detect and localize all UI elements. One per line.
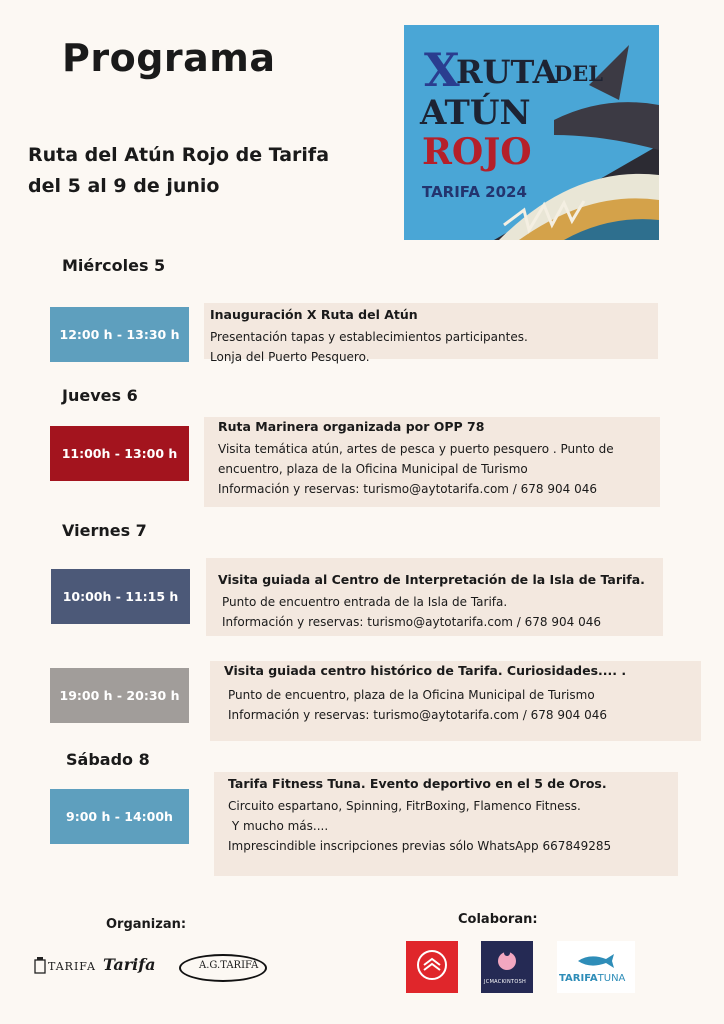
event-line: Punto de encuentro, plaza de la Oficina Municipal de Turismo: [228, 688, 595, 702]
day-heading-friday: Viernes 7: [62, 521, 147, 540]
page-subtitle: [28, 140, 329, 202]
time-badge: 10:00h - 11:15 h: [51, 569, 190, 624]
poster-del: DEL: [554, 61, 603, 86]
ayuntamiento-tarifa-logo: [34, 955, 96, 979]
event-card: [214, 772, 678, 876]
coat-of-arms-icon: [34, 957, 46, 975]
time-badge: 9:00 h - 14:00h: [50, 789, 189, 844]
event-line: Información y reservas: turismo@aytotarifa.com / 678 904 046: [222, 615, 601, 629]
event-line: Información y reservas: turismo@aytotarifa.com / 678 904 046: [218, 482, 597, 496]
poster-tarifa-2024: TARIFA 2024: [422, 183, 527, 201]
colaboran-label: Colaboran:: [458, 912, 538, 927]
logo-text: JCMACKINTOSH: [484, 979, 527, 985]
logo-text: [559, 973, 625, 984]
subtitle-line-2: del 5 al 9 de junio: [28, 175, 220, 197]
logo-text: A.G.TARIFA: [199, 960, 259, 971]
event-poster: [404, 25, 659, 240]
event-title: Tarifa Fitness Tuna. Evento deportivo en el 5 de Oros.: [228, 776, 607, 791]
poster-ruta: RUTA: [456, 53, 558, 91]
event-line: Punto de encuentro entrada de la Isla de Tarifa.: [222, 595, 508, 609]
time-badge: 19:00 h - 20:30 h: [50, 668, 189, 723]
event-card: [210, 661, 701, 741]
event-line: Imprescindible inscripciones previas sólo WhatsApp 667849285: [228, 839, 612, 853]
poster-rojo: ROJO: [422, 131, 532, 173]
poster-atun: ATÚN: [420, 93, 531, 133]
time-badge: 11:00h - 13:00 h: [50, 426, 189, 481]
event-line: Y mucho más....: [228, 819, 329, 833]
subtitle-line-1: Ruta del Atún Rojo de Tarifa: [28, 144, 330, 166]
event-title: Visita guiada centro histórico de Tarifa. Curiosidades.... .: [224, 663, 627, 678]
tuna-fish-icon: [576, 951, 616, 971]
event-title: Ruta Marinera organizada por OPP 78: [218, 419, 485, 434]
event-card: [204, 303, 658, 364]
event-card: [204, 417, 660, 507]
event-line: Circuito espartano, Spinning, FitrBoxing, Flamenco Fitness.: [228, 799, 581, 813]
event-card: [206, 558, 663, 636]
collaborator-red-logo: [406, 941, 458, 993]
logo-text-part: TARIFA: [559, 973, 598, 984]
event-line: Información y reservas: turismo@aytotarifa.com / 678 904 046: [228, 708, 607, 722]
day-heading-saturday: Sábado 8: [66, 750, 150, 769]
time-badge: 12:00 h - 13:30 h: [50, 307, 189, 362]
poster-x: X: [424, 43, 460, 97]
event-line: encuentro, plaza de la Oficina Municipal de Turismo: [218, 462, 528, 476]
tarifa-script-logo: Tarifa: [103, 955, 156, 974]
day-heading-thursday: Jueves 6: [62, 386, 138, 405]
ag-tarifa-logo: [179, 954, 267, 982]
tarifa-tuna-logo: [557, 941, 635, 993]
logo-text: TARIFA: [48, 960, 96, 973]
event-title: Inauguración X Ruta del Atún: [210, 307, 418, 322]
event-line: Lonja del Puerto Pesquero.: [210, 350, 370, 364]
day-heading-wednesday: Miércoles 5: [62, 256, 166, 275]
jcmackintosh-emblem-icon: [481, 941, 533, 981]
event-line: Presentación tapas y establecimientos participantes.: [210, 330, 528, 344]
jcmackintosh-logo: [481, 941, 533, 993]
collaborator-emblem-icon: [406, 941, 458, 993]
event-line: Visita temática atún, artes de pesca y puerto pesquero . Punto de: [218, 442, 614, 456]
organizan-label: Organizan:: [106, 917, 187, 932]
logo-text-part: TUNA: [597, 973, 626, 984]
event-title: Visita guiada al Centro de Interpretación de la Isla de Tarifa.: [218, 572, 645, 587]
page-title: Programa: [62, 36, 276, 80]
